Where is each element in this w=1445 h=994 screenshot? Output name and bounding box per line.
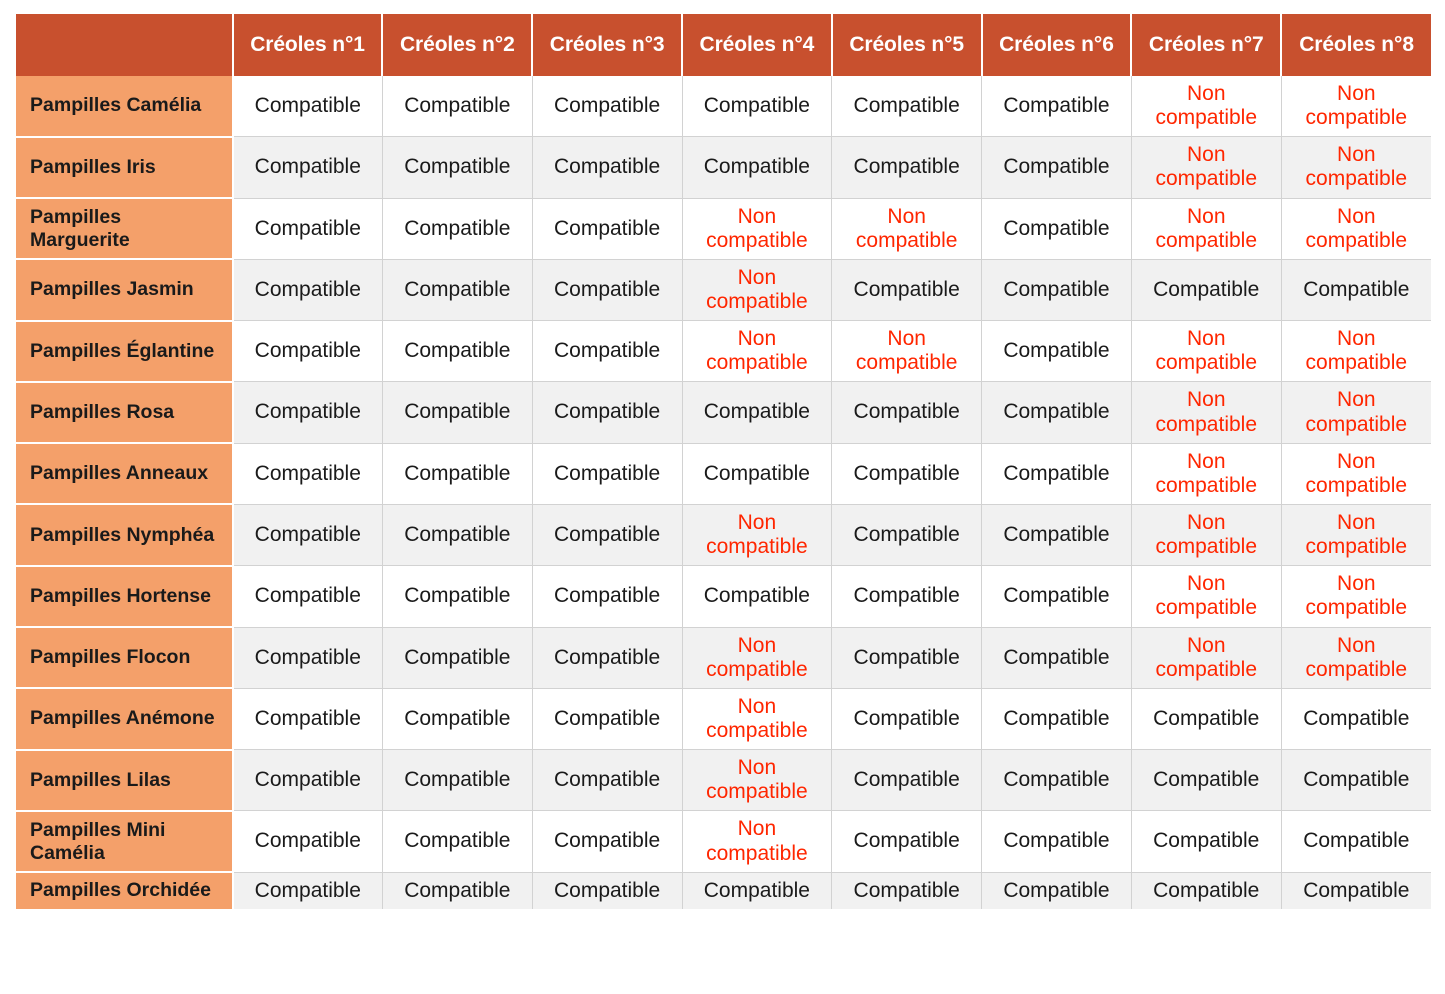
cell-compatibility: Non compatible xyxy=(682,627,832,688)
column-header-creoles-4: Créoles n°4 xyxy=(682,14,832,76)
cell-compatibility: Compatible xyxy=(532,198,682,259)
column-header-creoles-6: Créoles n°6 xyxy=(982,14,1132,76)
cell-compatibility: Non compatible xyxy=(1131,443,1281,504)
table-row xyxy=(16,137,1431,198)
cell-compatibility: Compatible xyxy=(532,76,682,137)
cell-compatibility: Compatible xyxy=(832,76,982,137)
table-row xyxy=(16,504,1431,565)
table-row xyxy=(16,443,1431,504)
cell-compatibility: Non compatible xyxy=(1281,321,1431,382)
cell-compatibility: Compatible xyxy=(1281,811,1431,872)
cell-compatibility: Compatible xyxy=(382,688,532,749)
cell-compatibility: Compatible xyxy=(532,137,682,198)
cell-compatibility: Non compatible xyxy=(682,750,832,811)
column-header-creoles-1: Créoles n°1 xyxy=(233,14,383,76)
cell-compatibility: Compatible xyxy=(532,382,682,443)
row-header-label: Pampilles Anneaux xyxy=(16,443,233,504)
table-row xyxy=(16,627,1431,688)
cell-compatibility: Compatible xyxy=(233,443,383,504)
row-header-label: Pampilles Hortense xyxy=(16,566,233,627)
cell-compatibility: Compatible xyxy=(832,688,982,749)
cell-compatibility: Compatible xyxy=(233,382,383,443)
column-header-creoles-3: Créoles n°3 xyxy=(532,14,682,76)
row-header-label: Pampilles Nymphéa xyxy=(16,504,233,565)
cell-compatibility: Compatible xyxy=(532,321,682,382)
column-header-creoles-8: Créoles n°8 xyxy=(1281,14,1431,76)
table-row xyxy=(16,321,1431,382)
cell-compatibility: Compatible xyxy=(233,321,383,382)
cell-compatibility: Compatible xyxy=(832,811,982,872)
table-row xyxy=(16,566,1431,627)
cell-compatibility: Compatible xyxy=(832,443,982,504)
row-header-label: Pampilles Orchidée xyxy=(16,872,233,909)
row-header-label: Pampilles Camélia xyxy=(16,76,233,137)
cell-compatibility: Compatible xyxy=(982,137,1132,198)
cell-compatibility: Compatible xyxy=(532,259,682,320)
cell-compatibility: Compatible xyxy=(382,198,532,259)
table-row xyxy=(16,198,1431,259)
cell-compatibility: Non compatible xyxy=(1281,566,1431,627)
cell-compatibility: Compatible xyxy=(233,76,383,137)
cell-compatibility: Compatible xyxy=(982,872,1132,909)
row-header-label: Pampilles Lilas xyxy=(16,750,233,811)
cell-compatibility: Compatible xyxy=(532,443,682,504)
cell-compatibility: Non compatible xyxy=(1281,137,1431,198)
table-body xyxy=(16,76,1431,909)
cell-compatibility: Compatible xyxy=(382,504,532,565)
cell-compatibility: Compatible xyxy=(682,137,832,198)
cell-compatibility: Compatible xyxy=(233,259,383,320)
table-row xyxy=(16,382,1431,443)
cell-compatibility: Compatible xyxy=(832,382,982,443)
cell-compatibility: Compatible xyxy=(982,566,1132,627)
cell-compatibility: Non compatible xyxy=(1131,504,1281,565)
cell-compatibility: Compatible xyxy=(532,750,682,811)
cell-compatibility: Compatible xyxy=(382,137,532,198)
cell-compatibility: Compatible xyxy=(1131,872,1281,909)
cell-compatibility: Non compatible xyxy=(682,198,832,259)
cell-compatibility: Compatible xyxy=(982,76,1132,137)
table-row xyxy=(16,811,1431,872)
cell-compatibility: Compatible xyxy=(982,321,1132,382)
cell-compatibility: Compatible xyxy=(682,443,832,504)
row-header-label: Pampilles Marguerite xyxy=(16,198,233,259)
table-corner-cell xyxy=(16,14,233,76)
cell-compatibility: Compatible xyxy=(233,137,383,198)
cell-compatibility: Compatible xyxy=(982,688,1132,749)
cell-compatibility: Compatible xyxy=(832,872,982,909)
cell-compatibility: Non compatible xyxy=(682,688,832,749)
cell-compatibility: Compatible xyxy=(832,750,982,811)
cell-compatibility: Compatible xyxy=(532,811,682,872)
row-header-label: Pampilles Rosa xyxy=(16,382,233,443)
cell-compatibility: Compatible xyxy=(982,259,1132,320)
cell-compatibility: Compatible xyxy=(982,627,1132,688)
cell-compatibility: Non compatible xyxy=(682,259,832,320)
cell-compatibility: Non compatible xyxy=(1281,627,1431,688)
cell-compatibility: Compatible xyxy=(233,688,383,749)
cell-compatibility: Compatible xyxy=(982,382,1132,443)
cell-compatibility: Non compatible xyxy=(682,811,832,872)
cell-compatibility: Compatible xyxy=(1131,750,1281,811)
cell-compatibility: Compatible xyxy=(382,566,532,627)
cell-compatibility: Compatible xyxy=(682,872,832,909)
cell-compatibility: Compatible xyxy=(1281,259,1431,320)
cell-compatibility: Compatible xyxy=(1281,872,1431,909)
column-header-creoles-5: Créoles n°5 xyxy=(832,14,982,76)
cell-compatibility: Compatible xyxy=(1281,688,1431,749)
cell-compatibility: Compatible xyxy=(233,872,383,909)
compatibility-table xyxy=(16,14,1431,909)
cell-compatibility: Compatible xyxy=(682,76,832,137)
cell-compatibility: Non compatible xyxy=(1281,198,1431,259)
cell-compatibility: Non compatible xyxy=(832,321,982,382)
cell-compatibility: Compatible xyxy=(832,259,982,320)
cell-compatibility: Compatible xyxy=(832,627,982,688)
cell-compatibility: Non compatible xyxy=(1131,627,1281,688)
cell-compatibility: Compatible xyxy=(233,627,383,688)
cell-compatibility: Compatible xyxy=(982,811,1132,872)
cell-compatibility: Compatible xyxy=(832,137,982,198)
table-header-row xyxy=(16,14,1431,76)
cell-compatibility: Compatible xyxy=(382,382,532,443)
cell-compatibility: Non compatible xyxy=(1281,443,1431,504)
cell-compatibility: Compatible xyxy=(982,443,1132,504)
cell-compatibility: Non compatible xyxy=(682,321,832,382)
cell-compatibility: Compatible xyxy=(532,872,682,909)
cell-compatibility: Compatible xyxy=(682,566,832,627)
table-row xyxy=(16,688,1431,749)
table-row xyxy=(16,76,1431,137)
cell-compatibility: Non compatible xyxy=(1131,566,1281,627)
cell-compatibility: Non compatible xyxy=(1131,137,1281,198)
cell-compatibility: Compatible xyxy=(832,566,982,627)
cell-compatibility: Compatible xyxy=(382,872,532,909)
row-header-label: Pampilles Iris xyxy=(16,137,233,198)
cell-compatibility: Compatible xyxy=(532,627,682,688)
row-header-label: Pampilles Mini Camélia xyxy=(16,811,233,872)
cell-compatibility: Compatible xyxy=(532,566,682,627)
column-header-creoles-7: Créoles n°7 xyxy=(1131,14,1281,76)
cell-compatibility: Compatible xyxy=(832,504,982,565)
cell-compatibility: Compatible xyxy=(382,443,532,504)
cell-compatibility: Compatible xyxy=(382,750,532,811)
cell-compatibility: Compatible xyxy=(233,566,383,627)
cell-compatibility: Compatible xyxy=(382,321,532,382)
cell-compatibility: Compatible xyxy=(1131,688,1281,749)
cell-compatibility: Compatible xyxy=(682,382,832,443)
cell-compatibility: Compatible xyxy=(382,627,532,688)
cell-compatibility: Non compatible xyxy=(1131,76,1281,137)
cell-compatibility: Compatible xyxy=(1131,259,1281,320)
cell-compatibility: Compatible xyxy=(382,811,532,872)
table-row xyxy=(16,750,1431,811)
cell-compatibility: Compatible xyxy=(382,259,532,320)
table-row xyxy=(16,872,1431,909)
cell-compatibility: Compatible xyxy=(233,750,383,811)
cell-compatibility: Non compatible xyxy=(1131,382,1281,443)
cell-compatibility: Compatible xyxy=(233,811,383,872)
cell-compatibility: Compatible xyxy=(982,504,1132,565)
cell-compatibility: Non compatible xyxy=(1281,504,1431,565)
cell-compatibility: Non compatible xyxy=(1131,321,1281,382)
cell-compatibility: Compatible xyxy=(233,504,383,565)
cell-compatibility: Compatible xyxy=(1281,750,1431,811)
cell-compatibility: Non compatible xyxy=(1131,198,1281,259)
cell-compatibility: Compatible xyxy=(1131,811,1281,872)
row-header-label: Pampilles Églantine xyxy=(16,321,233,382)
row-header-label: Pampilles Anémone xyxy=(16,688,233,749)
table-row xyxy=(16,259,1431,320)
table-header xyxy=(16,14,1431,76)
cell-compatibility: Compatible xyxy=(233,198,383,259)
cell-compatibility: Non compatible xyxy=(682,504,832,565)
row-header-label: Pampilles Flocon xyxy=(16,627,233,688)
cell-compatibility: Compatible xyxy=(982,198,1132,259)
cell-compatibility: Non compatible xyxy=(1281,76,1431,137)
cell-compatibility: Compatible xyxy=(982,750,1132,811)
cell-compatibility: Compatible xyxy=(532,504,682,565)
cell-compatibility: Compatible xyxy=(532,688,682,749)
row-header-label: Pampilles Jasmin xyxy=(16,259,233,320)
cell-compatibility: Non compatible xyxy=(832,198,982,259)
column-header-creoles-2: Créoles n°2 xyxy=(382,14,532,76)
cell-compatibility: Compatible xyxy=(382,76,532,137)
cell-compatibility: Non compatible xyxy=(1281,382,1431,443)
